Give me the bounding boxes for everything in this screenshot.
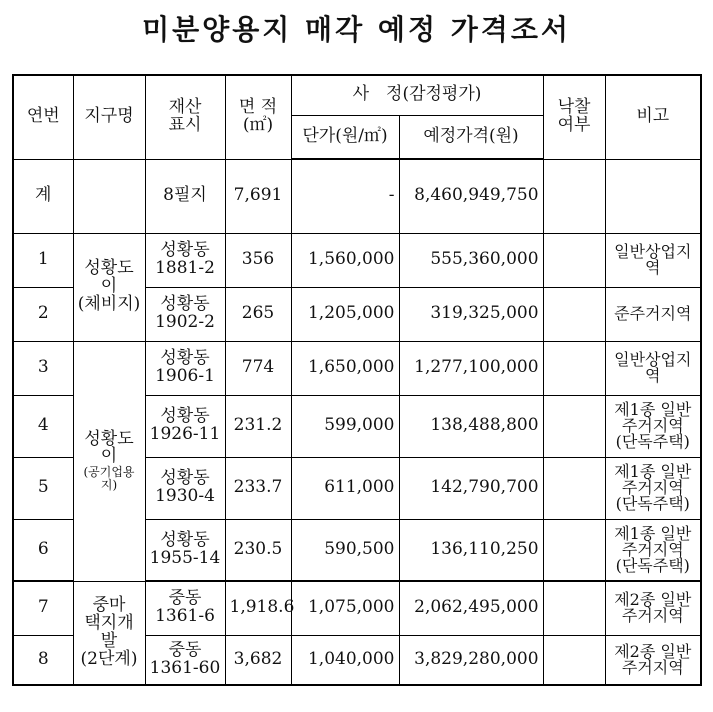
row-parcel [145, 395, 225, 457]
row-awarded [543, 233, 605, 287]
row-remarks [605, 287, 701, 341]
district-name: 중마 [92, 595, 126, 616]
row-est-price: 142,790,700 [399, 457, 543, 519]
row-unit-price: 611,000 [291, 457, 399, 519]
row-est-price: 136,110,250 [399, 519, 543, 581]
row-unit-price: 1,040,000 [291, 635, 399, 685]
district-cell [73, 341, 145, 581]
row-est-price: 555,360,000 [399, 233, 543, 287]
row-area: 774 [225, 341, 291, 395]
district-cell [73, 233, 145, 341]
row-remarks [605, 395, 701, 457]
row-est-price: 319,325,000 [399, 287, 543, 341]
row-unit-price: 1,205,000 [291, 287, 399, 341]
parcel-lot: 1361-6 [155, 606, 215, 627]
row-parcel [145, 457, 225, 519]
row-est-price: 3,829,280,000 [399, 635, 543, 685]
total-area: 7,691 [225, 159, 291, 233]
row-seq: 1 [13, 233, 73, 287]
remark-line: 제2종 일반 [614, 590, 692, 610]
parcel-lot: 1881-2 [155, 258, 215, 278]
remark-line: 주거지역 [621, 657, 684, 677]
header-remarks: 비고 [605, 75, 701, 159]
row-awarded [543, 395, 605, 457]
remark-line: 제2종 일반 [614, 641, 692, 661]
row-parcel [145, 341, 225, 395]
total-district [73, 159, 145, 233]
parcel-lot: 1906-1 [155, 366, 215, 386]
remark-line: (단독주택) [615, 555, 690, 575]
row-remarks [605, 233, 701, 287]
row-seq: 6 [13, 519, 73, 581]
table-row [13, 341, 701, 395]
row-remarks [605, 341, 701, 395]
remark-line: (단독주택) [615, 432, 690, 451]
parcel-lot: 1926-11 [149, 424, 221, 444]
row-est-price: 1,277,100,000 [399, 341, 543, 395]
row-parcel [145, 287, 225, 341]
district-sub: (2단계) [80, 648, 138, 669]
header-parcel [145, 75, 225, 159]
row-parcel [145, 233, 225, 287]
table-row [13, 233, 701, 287]
parcel-dong: 성황동 [160, 294, 210, 315]
row-seq: 2 [13, 287, 73, 341]
row-area: 356 [225, 233, 291, 287]
row-seq: 4 [13, 395, 73, 457]
remark-line: 주거지역 [621, 539, 684, 559]
parcel-lot: 1955-14 [149, 547, 221, 568]
parcel-lot: 1361-60 [149, 657, 221, 678]
parcel-lot: 1930-4 [155, 486, 215, 506]
row-unit-price: 1,650,000 [291, 341, 399, 395]
row-area: 3,682 [225, 635, 291, 685]
header-awarded-line: 낙찰 [557, 97, 591, 118]
table-row [13, 581, 701, 635]
row-unit-price: 1,075,000 [291, 581, 399, 635]
page-title: 미분양용지 매각 예정 가격조서 [142, 13, 571, 46]
remark-line: 제1종 일반 [614, 400, 692, 419]
district-name: 택지개발 [84, 612, 134, 651]
row-parcel [145, 581, 225, 635]
row-seq: 7 [13, 581, 73, 635]
remark-line: 제1종 일반 [614, 462, 692, 481]
header-district: 지구명 [73, 75, 145, 159]
row-remarks [605, 519, 701, 581]
parcel-lot: 1902-2 [155, 312, 215, 332]
remark-line: 주거지역 [621, 606, 684, 626]
row-unit-price: 599,000 [291, 395, 399, 457]
total-row [13, 159, 701, 233]
row-area: 230.5 [225, 519, 291, 581]
price-table [12, 74, 702, 686]
parcel-dong: 성황동 [160, 529, 210, 550]
row-seq: 3 [13, 341, 73, 395]
row-est-price: 138,488,800 [399, 395, 543, 457]
row-remarks [605, 457, 701, 519]
row-area: 1,918.6 [225, 581, 291, 635]
row-awarded [543, 519, 605, 581]
remark-line: 준주거지역 [614, 304, 692, 323]
header-area-line: 면 적 [238, 97, 278, 118]
remark-line: 제1종 일반 [614, 523, 692, 543]
total-remarks [605, 159, 701, 233]
row-parcel [145, 635, 225, 685]
district-sub: (공기업용지) [83, 465, 135, 492]
row-remarks [605, 581, 701, 635]
remark-line: 일반상업지역 [614, 350, 692, 385]
remark-line: 주거지역 [621, 416, 684, 435]
header-area-unit: (㎡) [242, 115, 274, 136]
header-est-price: 예정가격(원) [399, 115, 543, 159]
header-awarded [543, 75, 605, 159]
row-awarded [543, 635, 605, 685]
parcel-dong: 성황동 [160, 348, 210, 369]
row-remarks [605, 635, 701, 685]
row-parcel [145, 519, 225, 581]
header-appraisal: 사 정(감정평가) [291, 75, 543, 115]
parcel-dong: 성황동 [160, 406, 210, 427]
total-unit-price: - [291, 159, 399, 233]
header-parcel-line: 재산 [168, 97, 202, 118]
district-sub: (체비지) [77, 293, 141, 314]
district-cell [73, 581, 145, 685]
remark-line: 일반상업지역 [614, 242, 692, 277]
remark-line: (단독주택) [615, 494, 690, 513]
row-est-price: 2,062,495,000 [399, 581, 543, 635]
parcel-dong: 성황동 [160, 240, 210, 261]
row-awarded [543, 287, 605, 341]
header-area [225, 75, 291, 159]
row-unit-price: 1,560,000 [291, 233, 399, 287]
total-awarded [543, 159, 605, 233]
parcel-dong: 중동 [168, 588, 202, 609]
header-seq: 연번 [13, 75, 73, 159]
parcel-dong: 성황동 [160, 468, 210, 489]
row-area: 231.2 [225, 395, 291, 457]
header-unit-price: 단가(원/㎡) [291, 115, 399, 159]
row-awarded [543, 457, 605, 519]
remark-line: 주거지역 [621, 478, 684, 497]
total-est-price: 8,460,949,750 [399, 159, 543, 233]
district-name: 성황도이 [84, 258, 134, 297]
row-awarded [543, 581, 605, 635]
total-label: 계 [13, 159, 73, 233]
header-awarded-line: 여부 [557, 115, 591, 136]
row-unit-price: 590,500 [291, 519, 399, 581]
row-seq: 8 [13, 635, 73, 685]
row-area: 265 [225, 287, 291, 341]
row-awarded [543, 341, 605, 395]
row-area: 233.7 [225, 457, 291, 519]
parcel-dong: 중동 [168, 639, 202, 660]
header-parcel-line: 표시 [168, 115, 202, 136]
total-parcel: 8필지 [145, 159, 225, 233]
district-name: 성황도이 [84, 428, 134, 467]
row-seq: 5 [13, 457, 73, 519]
